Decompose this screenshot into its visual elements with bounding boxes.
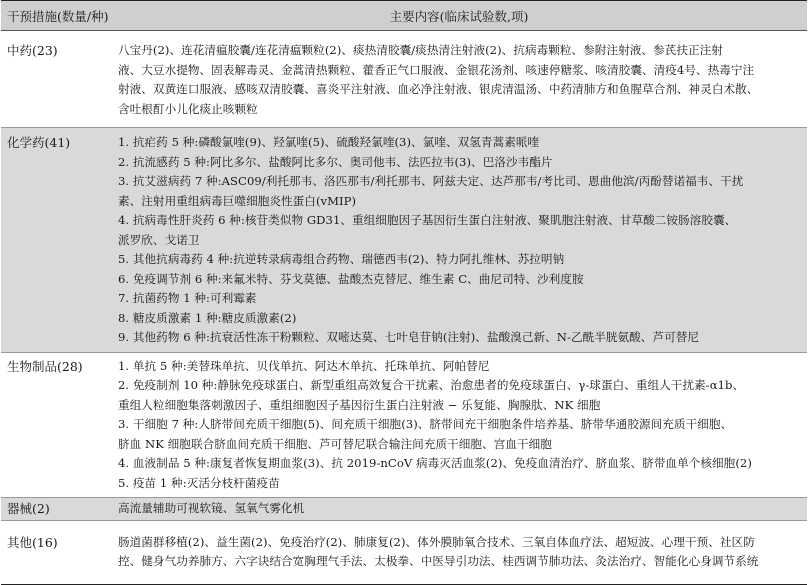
header-main-content: 主要内容(临床试验数,项) [389,8,529,24]
category-other: 其他(16) [7,534,58,550]
content-chemical [111,133,807,348]
content-line: 脐血 NK 细胞联合脐血间充质干细胞、芦可替尼联合输注间充质干细胞、宫血干细胞 [118,436,552,451]
content-line: 8. 糖皮质激素 1 种:糖皮质激素(2) [118,310,297,325]
row-tcm [1,31,807,128]
content-line: 含吐根酊小儿化痰止咳颗粒 [118,101,258,116]
content-line: 素、注射用重组病毒巨噬细胞炎性蛋白(vMIP) [118,193,357,208]
table-header [1,1,807,31]
row-chemical [1,128,807,353]
content-line: 1. 抗疟药 5 种:磷酸氯喹(9)、羟氯喹(5)、硫酸羟氯喹(3)、氯喹、双氢青蒿素哌喹 [118,135,540,149]
category-tcm: 中药(23) [7,43,58,58]
content-other [111,533,807,572]
content-line: 5. 疫苗 1 种:灭活分枝杆菌疫苗 [118,475,280,490]
intervention-table [1,0,807,585]
category-biologics: 生物制品(28) [7,358,83,374]
content-line: 射液、双黄连口服液、感咳双清胶囊、喜炎平注射液、血必净注射液、银虎清温汤、中药清肺方和鱼腥草合剂、神灵白术散、 [118,82,759,96]
row-other [1,521,807,584]
category-device: 器械(2) [7,501,50,516]
content-line: 液、大豆水提物、固表解毒灵、金蒿清热颗粒、藿香正气口服液、金银花汤剂、咳速停糖浆、咳清胶囊、清疫4号、热毒宁注 [118,62,755,77]
content-line: 肠道菌群移植(2)、益生菌(2)、免疫治疗(2)、肺康复(2)、体外膜肺氧合技术、三氧自体血疗法、超短波、心理干预、社区防 [118,534,755,549]
header-intervention: 干预措施(数量/种) [7,8,109,24]
content-line: 3. 干细胞 7 种:人脐带间充质干细胞(5)、间充质干细胞(3)、脐带间充干细胞条件培养基、脐带华通胶源间充质干细胞、 [118,417,733,431]
content-biologics [111,357,807,494]
content-line: 3. 抗艾滋病药 7 种:ASC09/利托那韦、洛匹那韦/利托那韦、阿兹夫定、达芦那韦/考比司、恩曲他滨/丙酚替诺福韦、干扰 [118,174,744,188]
content-line: 5. 其他抗病毒药 4 种:抗逆转录病毒组合药物、瑞德西韦(2)、特力阿扎维林、苏拉明钠 [118,252,565,266]
content-tcm [111,41,807,119]
content-device [111,499,807,519]
content-line: 4. 抗病毒性肝炎药 6 种:核苷类似物 GD31、重组细胞因子基因衍生蛋白注射液、聚肌胞注射液、甘草酸二铵肠溶胶囊、 [118,213,737,227]
content-line: 6. 免疫调节剂 6 种:来氟米特、芬戈莫德、盐酸杰克替尼、维生素 C、曲尼司特、沙利度胺 [118,271,584,286]
content-line: 1. 单抗 5 种:美替珠单抗、贝伐单抗、阿达木单抗、托珠单抗、阿帕替尼 [118,358,490,373]
content-line: 派罗欣、戈诺卫 [118,232,200,247]
row-biologics [1,353,807,499]
content-line: 2. 抗流感药 5 种:阿比多尔、盐酸阿比多尔、奥司他韦、法匹拉韦(3)、巴洛沙韦酯片 [118,154,553,169]
content-line: 4. 血液制品 5 种:康复者恢复期血浆(3)、抗 2019-nCoV 病毒灭活血浆(2)、免疫血清治疗、脐血浆、脐带血单个核细胞(2) [118,456,752,470]
content-line: 重组人粒细胞集落刺激因子、重组细胞因子基因衍生蛋白注射液 − 乐复能、胸腺肽、NK 细胞 [118,397,601,412]
content-line: 八宝丹(2)、连花清瘟胶囊/连花清瘟颗粒(2)、痰热清胶囊/痰热清注射液(2)、抗病毒颗粒、参附注射液、参芪扶正注射 [118,43,723,57]
row-device [1,498,807,521]
content-line: 控、健身气功养肺方、六字诀结合宽胸理气手法、太极拳、中医导引功法、桂西调节肺功法、灸法治疗、智能化心身调节系统 [118,554,759,568]
content-line: 高流量辅助可视软镜、氢氧气雾化机 [118,501,305,515]
content-line: 7. 抗菌药物 1 种:可利霉素 [118,291,257,305]
category-chemical: 化学药(41) [7,135,71,150]
content-line: 2. 免疫制剂 10 种:静脉免疫球蛋白、新型重组高效复合干扰素、治愈患者的免疫球蛋白、γ-球蛋白、重组人干扰素-α1b、 [118,378,745,392]
content-line: 9. 其他药物 6 种:抗衰活性冻干粉颗粒、双嘧达莫、七叶皂苷钠(注射)、盐酸溴己新、N-乙酰半胱氨酸、芦可替尼 [118,330,700,344]
